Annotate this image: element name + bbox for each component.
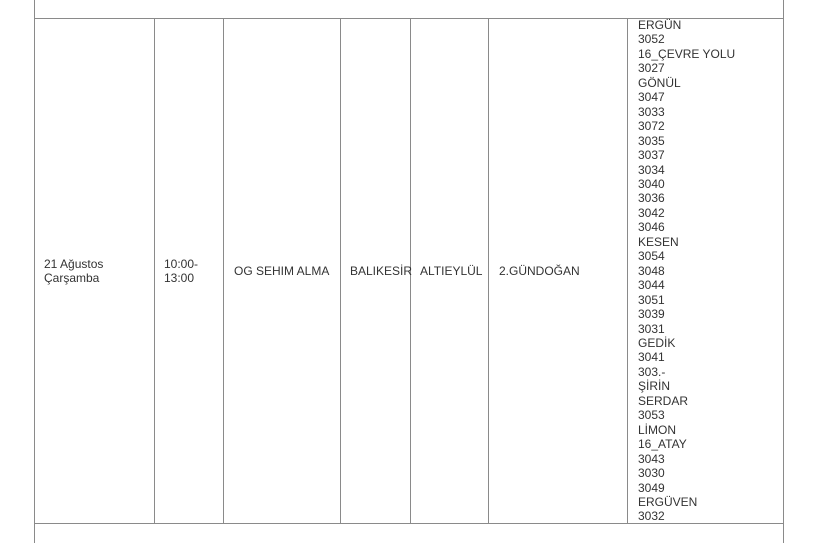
street-item: 3039 xyxy=(638,307,665,322)
street-item: 3054 xyxy=(638,249,665,264)
street-item: 3032 xyxy=(638,509,665,524)
street-item: 3031 xyxy=(638,321,665,336)
street-item: SERDAR xyxy=(638,393,689,408)
street-item: 3052 xyxy=(638,32,665,47)
street-item: 3048 xyxy=(638,263,665,278)
time-cell xyxy=(164,257,198,285)
street-item: KESEN xyxy=(638,234,679,249)
date-cell xyxy=(44,257,103,285)
street-item: 16_ATAY xyxy=(638,437,687,452)
street-item: GÖNÜL xyxy=(638,75,681,90)
street-item: 3047 xyxy=(638,90,665,105)
column-divider xyxy=(488,18,489,524)
column-divider xyxy=(154,18,155,524)
street-item: 303.- xyxy=(638,364,666,379)
street-item: 3051 xyxy=(638,292,665,307)
time-start: 10:00- xyxy=(164,257,199,271)
street-item: 3036 xyxy=(638,191,665,206)
street-item: ERGÜVEN xyxy=(638,494,698,509)
street-item: 3037 xyxy=(638,148,665,163)
street-item: 3033 xyxy=(638,104,665,119)
column-divider xyxy=(627,18,628,524)
street-item: ŞİRİN xyxy=(638,379,671,394)
date-weekday: Çarşamba xyxy=(44,271,100,285)
street-item: 16_ÇEVRE YOLU xyxy=(638,46,736,61)
street-item: 3027 xyxy=(638,61,665,76)
time-end: 13:00 xyxy=(164,271,195,285)
streets-list xyxy=(638,18,735,524)
district-cell: ALTIEYLÜL xyxy=(420,264,483,278)
street-item: 3072 xyxy=(638,119,665,134)
province-cell: BALIKESİR xyxy=(350,264,413,278)
street-item: 3041 xyxy=(638,350,665,365)
source-cell: OG SEHIM ALMA xyxy=(234,264,330,278)
street-item: 3044 xyxy=(638,278,665,293)
street-item: 3042 xyxy=(638,205,665,220)
street-item: 3034 xyxy=(638,162,665,177)
street-item: 3049 xyxy=(638,480,665,495)
neighborhood-cell: 2.GÜNDOĞAN xyxy=(499,264,580,278)
street-item: LİMON xyxy=(638,422,677,437)
table-right-border xyxy=(783,0,784,543)
street-item: 3040 xyxy=(638,176,665,191)
street-item: 3046 xyxy=(638,220,665,235)
street-item: 3035 xyxy=(638,133,665,148)
street-item: 3043 xyxy=(638,451,665,466)
street-item: ERGÜN xyxy=(638,18,682,32)
column-divider xyxy=(223,18,224,524)
table-left-border xyxy=(34,0,35,543)
date-day: 21 Ağustos xyxy=(44,257,104,271)
column-divider xyxy=(340,18,341,524)
street-item: GEDİK xyxy=(638,335,676,350)
street-item: 3030 xyxy=(638,466,665,481)
street-item: 3053 xyxy=(638,408,665,423)
